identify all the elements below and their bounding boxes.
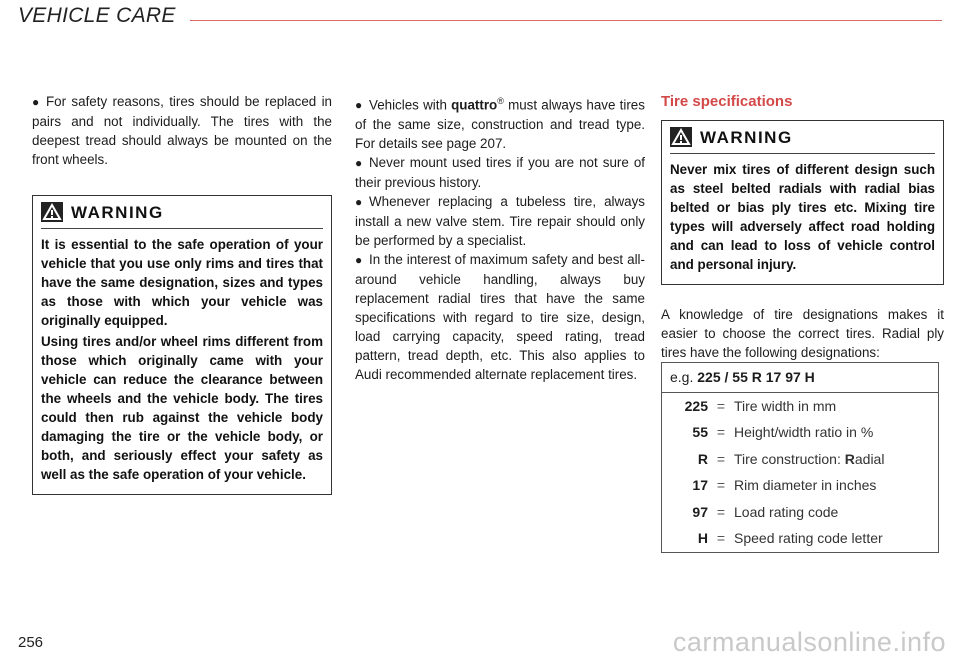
intro-paragraph: A knowledge of tire designations makes it easier to choose the correct tires. Radial ply tires have the following designations: [661,307,944,360]
bullet-icon: ● [355,156,363,171]
warning-title: WARNING [700,127,793,147]
warning-title: WARNING [71,202,164,222]
table-row: 55 = Height/width ratio in % [692,424,874,441]
table-row: R = Tire construction: Radial [697,450,885,467]
warning-text [41,235,323,484]
page-header-title: VEHICLE CARE [18,4,176,27]
column-right [661,92,944,553]
column-left [32,92,332,495]
registered-mark: ® [497,96,504,106]
section-title: Tire specifications [661,93,793,110]
warning-paragraph: Never mix tires of different design such as steel belted radials with radial bias belted or bias ply tires etc. Mixing tire types will adversely affect road holding and can lead to loss of vehicle control and personal injury. [670,162,935,272]
warning-text [670,160,935,274]
watermark: carmanualsonline.info [672,627,946,657]
table-row: H = Speed rating code letter [697,530,883,547]
bullet-item: ● For safety reasons, tires should be replaced in pairs and not individually. The tires with the deepest tread should always be mounted on the front wheels. [32,94,332,167]
tire-designation-table [661,362,939,553]
header-rule [190,20,942,21]
warning-triangle-icon [41,202,63,222]
page-number: 256 [18,634,44,651]
bullet-icon: ● [355,253,363,268]
bullet-item: ● Never mount used tires if you are not sure of their previous history. [355,155,645,191]
warning-header [41,202,323,229]
warning-paragraph: It is essential to the safe operation of your vehicle that you use only rims and tires that have the same designation, sizes and types as those with which your vehicle was originally equipped. [41,237,323,328]
column-middle [355,92,645,384]
warning-triangle-icon [670,127,692,147]
bullet-item: ● Vehicles with quattro® must always have tires of the same size, construction and tread type. For details see page 207. [355,96,645,152]
table-row: 97 = Load rating code [692,503,839,520]
warning-box [32,195,332,495]
bullet-item: ● Whenever replacing a tubeless tire, always install a new valve stem. Tire repair should only be performed by a specialist. [355,194,645,249]
bullet-icon: ● [355,195,363,210]
tire-example-code: 225 / 55 R 17 97 H [697,369,815,385]
table-row: 17 = Rim diameter in inches [692,477,877,494]
bullet-icon: ● [355,98,363,113]
warning-box [661,120,944,285]
bullet-icon: ● [32,95,40,109]
warning-paragraph: Using tires and/or wheel rims different from those which originally came with your vehicle can reduce the clearance between the wheels and the vehicle body. The tires could then rub against the vehicle body damaging the tire or the vehicle body, or both, and seriously effect your safety as well as the safe operation of your vehicle. [41,334,323,482]
tire-example: e.g. 225 / 55 R 17 97 H [662,363,938,393]
bullet-item: ● In the interest of maximum safety and best all-around vehicle handling, always buy replacement radial tires that have the same specifications with regard to tire size, design, load carrying capacity, speed rating, tread pattern, tread depth, etc. This also applies to Audi recommended alternate replacement tires. [355,252,645,383]
table-row: 225 = Tire width in mm [684,397,837,414]
brand-name: quattro [451,97,498,113]
warning-header [670,127,935,154]
